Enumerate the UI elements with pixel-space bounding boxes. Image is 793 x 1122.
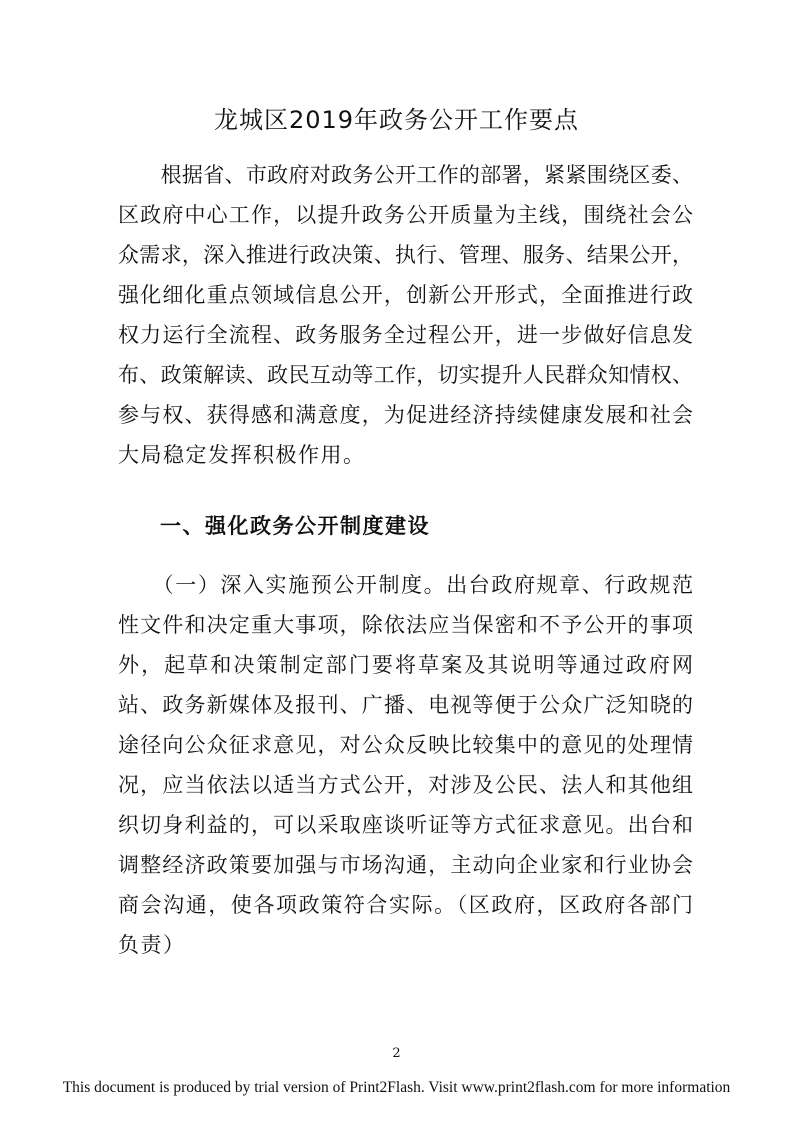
document-title: 龙城区2019年政务公开工作要点 — [213, 106, 580, 134]
section1-line: 性文件和决定重大事项，除依法应当保密和不予公开的事项 — [118, 613, 693, 637]
intro-line: 大局稳定发挥积极作用。 — [118, 443, 366, 467]
intro-line: 参与权、获得感和满意度，为促进经济持续健康发展和社会 — [118, 403, 693, 427]
section1-line: 站、政务新媒体及报刊、广播、电视等便于公众广泛知晓的 — [118, 693, 693, 717]
section1-line: 织切身利益的，可以采取座谈听证等方式征求意见。出台和 — [118, 813, 693, 837]
intro-line: 根据省、市政府对政务公开工作的部署，紧紧围绕区委、 — [118, 163, 693, 187]
intro-line: 权力运行全流程、政务服务全过程公开，进一步做好信息发 — [118, 323, 693, 347]
intro-line: 众需求，深入推进行政决策、执行、管理、服务、结果公开， — [118, 243, 693, 267]
section-heading: 一、强化政务公开制度建设 — [160, 514, 430, 538]
intro-line: 区政府中心工作，以提升政务公开质量为主线，围绕社会公 — [118, 203, 693, 227]
section1-line: 途径向公众征求意见，对公众反映比较集中的意见的处理情 — [118, 733, 693, 757]
section1-line: （一）深入实施预公开制度。出台政府规章、行政规范 — [118, 573, 693, 597]
intro-line: 布、政策解读、政民互动等工作，切实提升人民群众知情权、 — [118, 363, 693, 387]
trial-watermark-footer: This document is produced by trial version of Print2Flash. Visit www.print2flash.com for more information — [62, 1079, 731, 1096]
section1-paragraph — [118, 565, 693, 965]
section1-line: 商会沟通，使各项政策符合实际。（区政府，区政府各部门 — [118, 893, 693, 917]
section1-line: 调整经济政策要加强与市场沟通，主动向企业家和行业协会 — [118, 853, 693, 877]
section1-line: 外，起草和决策制定部门要将草案及其说明等通过政府网 — [118, 653, 693, 677]
intro-line: 强化细化重点领域信息公开，创新公开形式，全面推进行政 — [118, 283, 693, 307]
intro-paragraph — [118, 155, 693, 475]
section1-line: 况，应当依法以适当方式公开，对涉及公民、法人和其他组 — [118, 773, 693, 797]
page-number: 2 — [392, 1046, 401, 1061]
section1-line: 负责） — [118, 933, 186, 957]
